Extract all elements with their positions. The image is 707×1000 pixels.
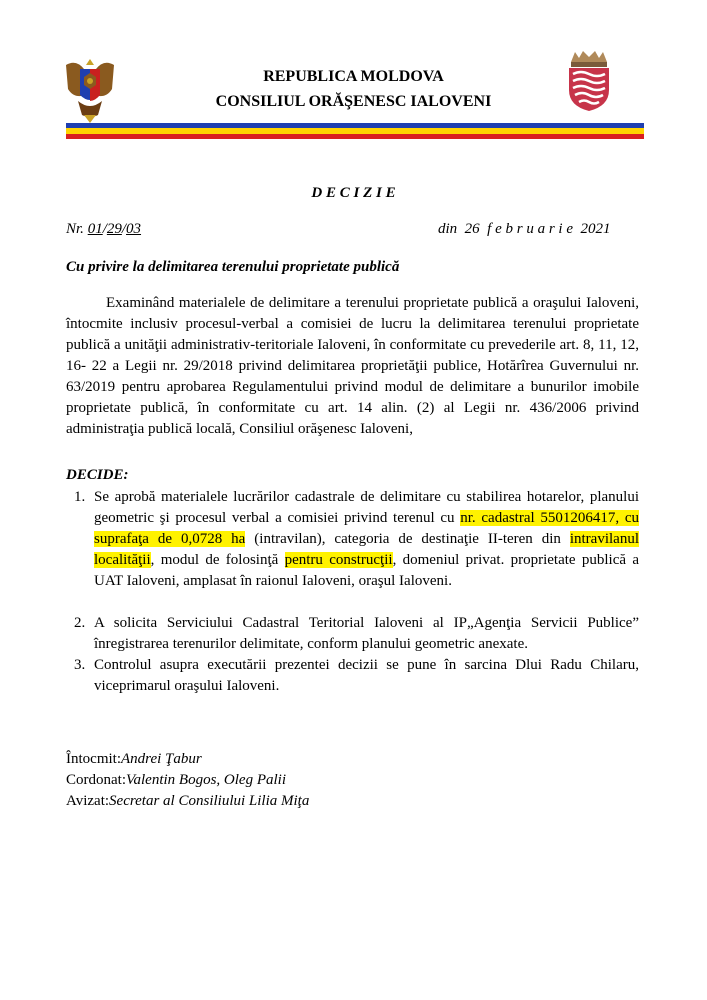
item-text: A solicita Serviciului Cadastral Teritorial Ialoveni al IP„Agenţia Servicii Publice” înregistrarea terenurilor delimitate, conform planului geometric anexate. <box>94 615 639 652</box>
council-name: CONSILIUL ORĂŞENESC IALOVENI <box>215 93 492 110</box>
nr-prefix: Nr. <box>66 221 84 237</box>
item-number: 1. <box>74 489 86 505</box>
item1-part4: , domeniul privat. proprietate publică a UAT Ialoveni, amplasat în raionul Ialoveni, oraşul Ialoveni. <box>94 552 640 589</box>
decide-label: DECIDE: <box>66 467 129 483</box>
intravilan-highlight: intravilanul localităţii <box>94 531 639 568</box>
decision-number: Nr. 01/29/03 <box>66 221 142 237</box>
sign-label: Avizat: <box>66 793 110 809</box>
document-title: D E C I Z I E <box>311 185 396 201</box>
sign-label: Întocmit: <box>66 751 121 767</box>
sign-label: Cordonat: <box>66 772 126 788</box>
item1-part3: , modul de folosinţă <box>150 552 285 568</box>
preamble-paragraph: Examinând materialele de delimitare a terenului proprietate publică a oraşului Ialoveni, întocmite inclusiv procesul-verbal a comisiei de lucru la delimitarea terenului proprietate publică a unităţii administrativ-teritoriale Ialoveni, în conformitate cu prevederile art. 8, 11, 12, 16- 22 a Legii nr. 29/2018 privind delimitarea proprietăţii publice, Hotărîrea Guvernului nr. 63/2019 pentru aprobarea Regulamentului privind modul de delimitare a bunurilor imobile proprietate publică, în conformitate cu art. 14 alin. (2) al Legii nr. 436/2006 privind administraţia publică locală, Consiliul orăşenesc Ialoveni, <box>66 295 639 437</box>
nr-part-b: 29 <box>106 221 122 237</box>
item1-part1: Se aprobă materialele lucrărilor cadastrale de delimitare cu stabilirea hotarelor, planului geometric şi procesul verbal a comisiei privind terenul cu <box>94 489 639 526</box>
sign-value: Andrei Ţabur <box>121 751 202 767</box>
moldova-coat-of-arms-icon <box>64 55 116 125</box>
decision-subject: Cu privire la delimitarea terenului proprietate publică <box>66 259 400 275</box>
item-number: 3. <box>74 657 86 673</box>
sign-line-coordinated <box>66 770 309 791</box>
usage-highlight: pentru construcţii <box>284 552 393 568</box>
signature-block <box>66 749 309 812</box>
sign-value: Secretar al Consiliului Lilia Miţa <box>109 793 310 809</box>
item1-part2: (intravilan), categoria de destinaţie II-teren din <box>245 531 570 547</box>
item-number: 2. <box>74 615 86 631</box>
cadastral-highlight: nr. cadastral 5501206417, cu suprafaţa de 0,0728 ha <box>94 510 639 547</box>
sign-value: Valentin Bogos, Oleg Palii <box>126 772 286 788</box>
decision-date: din 26 f e b r u a r i e 2021 <box>438 221 611 237</box>
nr-part-c: 03 <box>126 221 142 237</box>
item-text: Controlul asupra executării prezentei decizii se pune în sarcina Dlui Radu Chilaru, viceprimarul oraşului Ialoveni. <box>94 657 639 694</box>
sign-line-approved <box>66 791 309 812</box>
stripe-red <box>66 134 644 139</box>
country-name: REPUBLICA MOLDOVA <box>263 68 444 85</box>
nr-part-a: 01 <box>87 221 103 237</box>
sign-line-prepared <box>66 749 309 770</box>
item-text <box>94 487 639 592</box>
